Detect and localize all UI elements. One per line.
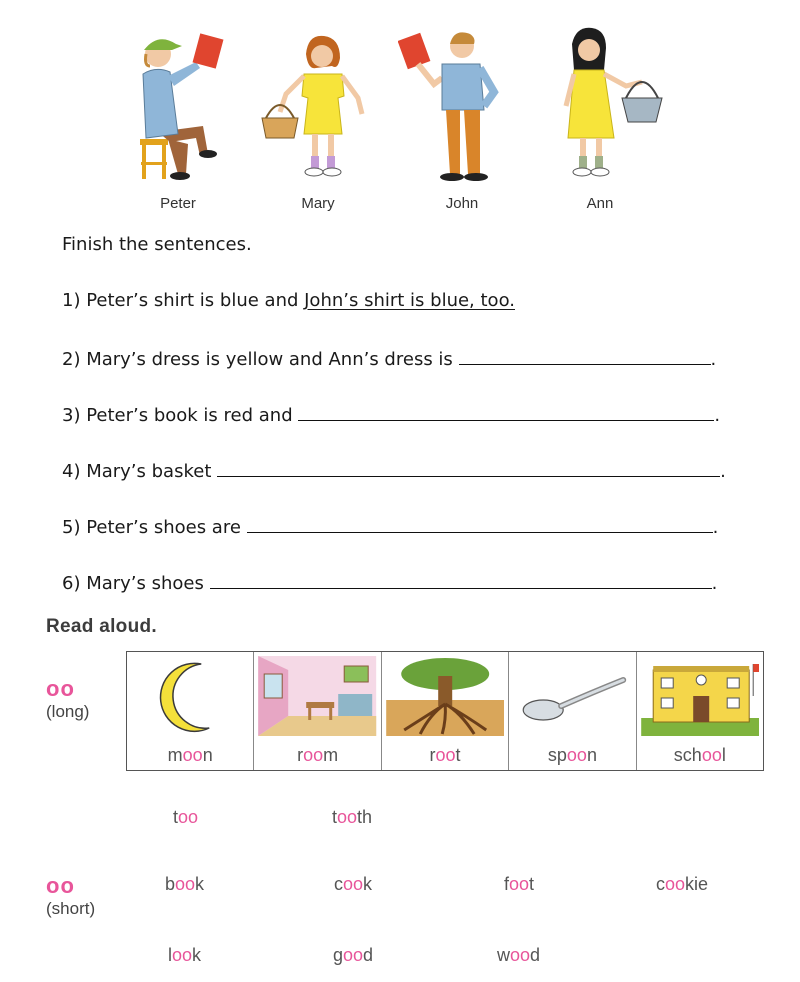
sentence-period: . [712,517,719,538]
character-name: Mary [301,195,335,212]
sentence-answer: John’s shirt is blue, too. [304,290,515,311]
sentence-prefix: 5) Peter’s shoes are [62,517,247,538]
read-aloud-heading: Read aloud. [46,616,157,637]
sentence-prefix: 4) Mary’s basket [62,461,218,482]
oo-letters: oo [46,676,75,701]
sentence-prefix: 3) Peter’s book is red and [62,405,299,426]
word-tooth: tooth [332,807,373,827]
word-look: look [168,945,202,965]
sentence-2 [62,346,716,370]
sentence-prefix: 1) Peter’s shirt is blue and [62,290,305,311]
word-cookie: cookie [656,874,709,894]
moon-icon [131,656,249,736]
sentence-prefix: 2) Mary’s dress is yellow and Ann’s dress is [62,349,459,370]
girl-basket-icon [258,14,378,184]
picture-word: root [429,745,461,765]
answer-blank[interactable] [298,402,714,421]
picture-cell-root [382,652,509,770]
school-icon [641,656,759,736]
boy-reading-icon [118,14,238,184]
answer-blank[interactable] [210,570,712,589]
character-name: Peter [160,195,196,212]
exercise-instruction: Finish the sentences. [62,234,252,255]
oo-letters: oo [46,873,75,898]
sentence-period: . [720,461,726,482]
picture-word: school [673,745,726,765]
word-good: good [333,945,374,965]
answer-blank[interactable] [247,514,713,533]
peter-figure [118,14,238,184]
word-too: too [173,807,199,827]
girl-yellow-dress-icon [552,14,672,184]
picture-cell-spoon [509,652,636,770]
picture-cell-room [254,652,381,770]
oo-short-label [46,873,95,919]
oo-sub: (short) [46,899,96,918]
character-name: Ann [586,195,614,212]
word-book: book [165,874,205,894]
boy-book-icon [398,14,518,184]
answer-blank[interactable] [459,346,711,365]
oo-long-label [46,676,89,722]
mary-figure [258,14,378,184]
sentence-3 [62,402,720,426]
picture-cell-moon [127,652,254,770]
room-icon [258,656,376,736]
long-oo-picture-strip [126,651,764,771]
sentence-1 [62,290,515,311]
sentence-prefix: 6) Mary’s shoes [62,573,210,594]
word-cook: cook [334,874,373,894]
oo-sub: (long) [46,702,90,721]
sentence-4 [62,458,726,482]
sentence-period: . [710,349,717,370]
john-figure [398,14,518,184]
ann-figure [552,14,672,184]
picture-word: room [297,745,339,765]
sentence-period: . [714,405,721,426]
word-foot: foot [504,874,535,894]
root-icon [386,656,504,736]
character-name: John [445,195,479,212]
picture-word: spoon [547,745,597,765]
picture-word: moon [167,745,213,765]
spoon-icon [513,656,631,736]
sentence-6 [62,570,717,594]
sentence-5 [62,514,718,538]
word-wood: wood [497,945,541,965]
picture-cell-school [637,652,763,770]
sentence-period: . [711,573,718,594]
answer-blank[interactable] [217,458,720,477]
